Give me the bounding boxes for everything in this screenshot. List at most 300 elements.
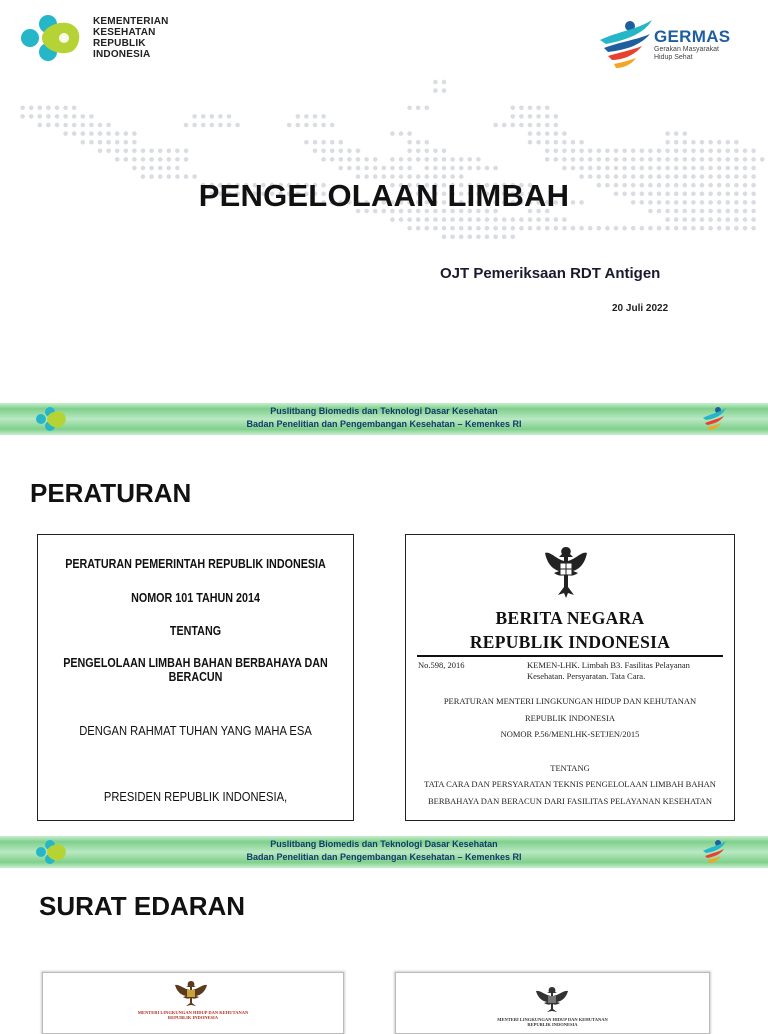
map-dot bbox=[63, 123, 68, 128]
slide-date: 20 Juli 2022 bbox=[612, 303, 669, 314]
map-dot bbox=[657, 226, 662, 231]
map-dot bbox=[674, 157, 679, 162]
doc-line: PERATURAN MENTERI LINGKUNGAN HIDUP DAN KEHUTANAN bbox=[443, 696, 697, 706]
doc-line: DENGAN RAHMAT TUHAN YANG MAHA ESA bbox=[79, 723, 312, 738]
map-dot bbox=[665, 226, 670, 231]
map-dot bbox=[201, 114, 206, 119]
map-dot bbox=[588, 149, 593, 154]
map-dot bbox=[631, 149, 636, 154]
map-dot bbox=[442, 149, 447, 154]
map-dot bbox=[683, 166, 688, 171]
map-dot bbox=[433, 157, 438, 162]
doc-line: BERBAHAYA DAN BERACUN DARI FASILITAS PELAYANAN KESEHATAN bbox=[427, 796, 713, 806]
map-dot bbox=[536, 114, 541, 119]
document-number: No.598, 2016 bbox=[418, 660, 465, 670]
map-dot bbox=[184, 123, 189, 128]
map-dot bbox=[545, 114, 550, 119]
map-dot bbox=[734, 217, 739, 222]
map-dot bbox=[433, 166, 438, 171]
map-dot bbox=[106, 131, 111, 136]
doc-line: PRESIDEN REPUBLIK INDONESIA, bbox=[103, 789, 288, 804]
map-dot bbox=[89, 140, 94, 145]
map-dot bbox=[407, 157, 412, 162]
map-dot bbox=[339, 166, 344, 171]
germas-title: GERMAS bbox=[654, 27, 731, 46]
map-dot bbox=[708, 217, 713, 222]
map-dot bbox=[141, 157, 146, 162]
map-dot bbox=[459, 217, 464, 222]
map-dot bbox=[554, 114, 559, 119]
map-dot bbox=[683, 226, 688, 231]
map-dot bbox=[158, 166, 163, 171]
map-dot bbox=[407, 226, 412, 231]
map-dot bbox=[167, 149, 172, 154]
map-dot bbox=[304, 114, 309, 119]
map-dot bbox=[614, 166, 619, 171]
map-dot bbox=[614, 226, 619, 231]
map-dot bbox=[459, 166, 464, 171]
map-dot bbox=[648, 157, 653, 162]
map-dot bbox=[373, 166, 378, 171]
map-dot bbox=[98, 123, 103, 128]
map-dot bbox=[313, 149, 318, 154]
map-dot bbox=[459, 235, 464, 240]
map-dot bbox=[442, 226, 447, 231]
map-dot bbox=[528, 114, 533, 119]
map-dot bbox=[545, 157, 550, 162]
surat-edaran-document-left bbox=[42, 972, 344, 1034]
map-dot bbox=[450, 166, 455, 171]
map-dot bbox=[657, 157, 662, 162]
map-dot bbox=[89, 123, 94, 128]
paper-line: MENTERI LINGKUNGAN HIDUP DAN KEHUTANAN bbox=[497, 1017, 608, 1022]
map-dot bbox=[579, 157, 584, 162]
paper-line: REPUBLIK INDONESIA bbox=[527, 1022, 578, 1027]
map-dot bbox=[227, 123, 232, 128]
map-dot bbox=[115, 140, 120, 145]
map-dot bbox=[743, 217, 748, 222]
map-dot bbox=[115, 131, 120, 136]
map-dot bbox=[106, 140, 111, 145]
map-dot bbox=[416, 157, 421, 162]
map-dot bbox=[674, 149, 679, 154]
map-dot bbox=[640, 226, 645, 231]
map-dot bbox=[648, 149, 653, 154]
map-dot bbox=[622, 157, 627, 162]
map-dot bbox=[399, 166, 404, 171]
map-dot bbox=[554, 140, 559, 145]
map-dot bbox=[63, 131, 68, 136]
banner-line-2: Badan Penelitian dan Pengembangan Kesehatan – Kemenkes RI bbox=[246, 419, 522, 429]
map-dot bbox=[519, 114, 524, 119]
map-dot bbox=[124, 157, 129, 162]
map-dot bbox=[717, 217, 722, 222]
map-dot bbox=[141, 149, 146, 154]
map-dot bbox=[683, 217, 688, 222]
map-dot bbox=[614, 157, 619, 162]
map-dot bbox=[433, 217, 438, 222]
map-dot bbox=[657, 149, 662, 154]
map-dot bbox=[55, 106, 60, 111]
map-dot bbox=[657, 166, 662, 171]
map-dot bbox=[528, 123, 533, 128]
map-dot bbox=[468, 235, 473, 240]
map-dot bbox=[407, 106, 412, 111]
map-dot bbox=[184, 149, 189, 154]
map-dot bbox=[425, 140, 430, 145]
map-dot bbox=[511, 106, 516, 111]
map-dot bbox=[519, 106, 524, 111]
map-dot bbox=[700, 140, 705, 145]
map-dot bbox=[132, 149, 137, 154]
map-dot bbox=[321, 114, 326, 119]
map-dot bbox=[493, 235, 498, 240]
map-dot bbox=[442, 217, 447, 222]
map-dot bbox=[81, 131, 86, 136]
map-dot bbox=[407, 217, 412, 222]
map-dot bbox=[450, 217, 455, 222]
map-dot bbox=[691, 217, 696, 222]
map-dot bbox=[296, 114, 301, 119]
map-dot bbox=[55, 114, 60, 119]
map-dot bbox=[390, 217, 395, 222]
map-dot bbox=[511, 123, 516, 128]
map-dot bbox=[588, 226, 593, 231]
map-dot bbox=[717, 157, 722, 162]
germas-subtitle: Gerakan Masyarakat Hidup Sehat bbox=[654, 46, 719, 61]
map-dot bbox=[416, 149, 421, 154]
map-dot bbox=[468, 226, 473, 231]
map-dot bbox=[132, 131, 137, 136]
map-dot bbox=[149, 149, 154, 154]
map-dot bbox=[622, 166, 627, 171]
map-dot bbox=[201, 123, 206, 128]
map-dot bbox=[726, 157, 731, 162]
map-dot bbox=[132, 166, 137, 171]
slide-subtitle: OJT Pemeriksaan RDT Antigen bbox=[440, 265, 661, 282]
document-topic-2: Kesehatan. Persyaratan. Tata Cara. bbox=[527, 671, 646, 681]
berita-negara-subtitle: REPUBLIK INDONESIA bbox=[469, 632, 671, 652]
map-dot bbox=[356, 149, 361, 154]
map-dot bbox=[476, 235, 481, 240]
map-dot bbox=[81, 140, 86, 145]
map-dot bbox=[554, 149, 559, 154]
map-dot bbox=[72, 106, 77, 111]
map-dot bbox=[536, 106, 541, 111]
map-dot bbox=[227, 114, 232, 119]
map-dot bbox=[158, 149, 163, 154]
germas-small-logo-icon bbox=[700, 838, 730, 866]
map-dot bbox=[390, 131, 395, 136]
map-dot bbox=[665, 149, 670, 154]
map-dot bbox=[545, 149, 550, 154]
doc-line: TENTANG bbox=[550, 763, 590, 773]
map-dot bbox=[304, 123, 309, 128]
map-dot bbox=[631, 157, 636, 162]
map-dot bbox=[545, 131, 550, 136]
map-dot bbox=[528, 226, 533, 231]
map-dot bbox=[425, 217, 430, 222]
map-dot bbox=[597, 166, 602, 171]
map-dot bbox=[683, 131, 688, 136]
map-dot bbox=[536, 140, 541, 145]
map-dot bbox=[89, 131, 94, 136]
map-dot bbox=[425, 106, 430, 111]
map-dot bbox=[450, 226, 455, 231]
map-dot bbox=[571, 149, 576, 154]
map-dot bbox=[554, 123, 559, 128]
map-dot bbox=[442, 166, 447, 171]
map-dot bbox=[691, 157, 696, 162]
map-dot bbox=[330, 149, 335, 154]
map-dot bbox=[528, 140, 533, 145]
garuda-emblem-icon bbox=[171, 979, 211, 1007]
doc-line: PENGELOLAAN LIMBAH BAHAN BERBAHAYA DAN BERACUN bbox=[63, 656, 328, 684]
map-dot bbox=[106, 149, 111, 154]
map-dot bbox=[55, 123, 60, 128]
map-dot bbox=[399, 131, 404, 136]
map-dot bbox=[425, 166, 430, 171]
map-dot bbox=[726, 149, 731, 154]
map-dot bbox=[674, 131, 679, 136]
title-rule bbox=[417, 655, 723, 657]
map-dot bbox=[691, 166, 696, 171]
map-dot bbox=[218, 114, 223, 119]
map-dot bbox=[528, 106, 533, 111]
map-dot bbox=[356, 157, 361, 162]
map-dot bbox=[511, 235, 516, 240]
berita-negara-document bbox=[405, 534, 735, 821]
map-dot bbox=[528, 131, 533, 136]
map-dot bbox=[330, 157, 335, 162]
map-dot bbox=[751, 226, 756, 231]
map-dot bbox=[554, 157, 559, 162]
map-dot bbox=[545, 140, 550, 145]
map-dot bbox=[683, 140, 688, 145]
map-dot bbox=[373, 157, 378, 162]
map-dot bbox=[356, 166, 361, 171]
map-dot bbox=[399, 157, 404, 162]
map-dot bbox=[665, 131, 670, 136]
map-dot bbox=[442, 88, 447, 93]
map-dot bbox=[192, 123, 197, 128]
map-dot bbox=[115, 149, 120, 154]
map-dot bbox=[184, 157, 189, 162]
map-dot bbox=[734, 149, 739, 154]
map-dot bbox=[640, 166, 645, 171]
map-dot bbox=[321, 149, 326, 154]
map-dot bbox=[124, 140, 129, 145]
doc-line: TATA CARA DAN PERSYARATAN TEKNIS PENGELOLAAN LIMBAH BAHAN bbox=[424, 779, 716, 789]
map-dot bbox=[167, 166, 172, 171]
map-dot bbox=[708, 140, 713, 145]
map-dot bbox=[46, 123, 51, 128]
map-dot bbox=[407, 140, 412, 145]
map-dot bbox=[726, 226, 731, 231]
map-dot bbox=[554, 217, 559, 222]
map-dot bbox=[691, 149, 696, 154]
map-dot bbox=[554, 226, 559, 231]
map-dot bbox=[493, 226, 498, 231]
map-dot bbox=[450, 235, 455, 240]
map-dot bbox=[597, 149, 602, 154]
map-dot bbox=[502, 235, 507, 240]
map-dot bbox=[72, 123, 77, 128]
map-dot bbox=[511, 226, 516, 231]
map-dot bbox=[450, 157, 455, 162]
map-dot bbox=[554, 131, 559, 136]
map-dot bbox=[390, 166, 395, 171]
map-dot bbox=[476, 157, 481, 162]
map-dot bbox=[511, 114, 516, 119]
map-dot bbox=[476, 226, 481, 231]
map-dot bbox=[416, 140, 421, 145]
map-dot bbox=[545, 226, 550, 231]
map-dot bbox=[717, 166, 722, 171]
map-dot bbox=[72, 114, 77, 119]
map-dot bbox=[235, 123, 240, 128]
map-dot bbox=[416, 217, 421, 222]
map-dot bbox=[106, 123, 111, 128]
map-dot bbox=[38, 123, 43, 128]
map-dot bbox=[597, 226, 602, 231]
map-dot bbox=[717, 226, 722, 231]
map-dot bbox=[545, 123, 550, 128]
map-dot bbox=[81, 123, 86, 128]
map-dot bbox=[579, 166, 584, 171]
map-dot bbox=[399, 217, 404, 222]
map-dot bbox=[588, 157, 593, 162]
map-dot bbox=[132, 140, 137, 145]
doc-line: NOMOR 101 TAHUN 2014 bbox=[131, 591, 260, 605]
map-dot bbox=[726, 140, 731, 145]
map-dot bbox=[562, 217, 567, 222]
map-dot bbox=[536, 217, 541, 222]
map-dot bbox=[622, 149, 627, 154]
map-dot bbox=[700, 217, 705, 222]
map-dot bbox=[46, 114, 51, 119]
section-heading-surat-edaran: SURAT EDARAN bbox=[39, 891, 246, 921]
map-dot bbox=[717, 149, 722, 154]
map-dot bbox=[674, 140, 679, 145]
map-dot bbox=[493, 166, 498, 171]
map-dot bbox=[631, 226, 636, 231]
map-dot bbox=[545, 217, 550, 222]
map-dot bbox=[493, 217, 498, 222]
map-dot bbox=[425, 226, 430, 231]
doc-line: REPUBLIK INDONESIA bbox=[525, 713, 615, 723]
garuda-emblem-icon bbox=[532, 985, 572, 1013]
map-dot bbox=[579, 226, 584, 231]
map-dot bbox=[519, 217, 524, 222]
map-dot bbox=[382, 166, 387, 171]
map-dot bbox=[98, 149, 103, 154]
map-dot bbox=[124, 131, 129, 136]
berita-negara-title: BERITA NEGARA bbox=[495, 608, 645, 628]
map-dot bbox=[579, 140, 584, 145]
map-dot bbox=[416, 106, 421, 111]
map-dot bbox=[734, 140, 739, 145]
doc-line: PERATURAN PEMERINTAH REPUBLIK INDONESIA bbox=[65, 557, 326, 571]
map-dot bbox=[588, 166, 593, 171]
map-dot bbox=[734, 166, 739, 171]
pp-101-2014-document bbox=[37, 534, 354, 821]
map-dot bbox=[339, 149, 344, 154]
surat-edaran-document-right bbox=[395, 972, 710, 1034]
map-dot bbox=[476, 166, 481, 171]
map-dot bbox=[674, 226, 679, 231]
map-dot bbox=[571, 166, 576, 171]
map-dot bbox=[63, 114, 68, 119]
map-dot bbox=[545, 106, 550, 111]
map-dot bbox=[700, 226, 705, 231]
map-dot bbox=[571, 140, 576, 145]
map-dot bbox=[485, 235, 490, 240]
indonesia-dot-map bbox=[0, 70, 768, 270]
map-dot bbox=[433, 88, 438, 93]
map-dot bbox=[562, 166, 567, 171]
map-dot bbox=[536, 131, 541, 136]
map-dot bbox=[562, 226, 567, 231]
footer-banner bbox=[0, 403, 768, 435]
map-dot bbox=[502, 123, 507, 128]
map-dot bbox=[708, 149, 713, 154]
section-heading-peraturan: PERATURAN bbox=[30, 478, 192, 508]
map-dot bbox=[605, 226, 610, 231]
document-topic-1: KEMEN-LHK. Limbah B3. Fasilitas Pelayanan bbox=[527, 660, 690, 670]
map-dot bbox=[364, 157, 369, 162]
banner-line-1: Puslitbang Biomedis dan Teknologi Dasar Kesehatan bbox=[270, 839, 498, 849]
germas-small-logo-icon bbox=[700, 405, 730, 433]
map-dot bbox=[98, 131, 103, 136]
map-dot bbox=[407, 166, 412, 171]
map-dot bbox=[605, 157, 610, 162]
map-dot bbox=[734, 226, 739, 231]
map-dot bbox=[743, 157, 748, 162]
map-dot bbox=[700, 166, 705, 171]
map-dot bbox=[708, 166, 713, 171]
map-dot bbox=[124, 149, 129, 154]
map-dot bbox=[149, 157, 154, 162]
map-dot bbox=[158, 157, 163, 162]
map-dot bbox=[562, 140, 567, 145]
map-dot bbox=[683, 149, 688, 154]
map-dot bbox=[313, 123, 318, 128]
map-dot bbox=[485, 217, 490, 222]
map-dot bbox=[29, 114, 34, 119]
map-dot bbox=[468, 217, 473, 222]
map-dot bbox=[167, 157, 172, 162]
map-dot bbox=[648, 226, 653, 231]
map-dot bbox=[72, 131, 77, 136]
map-dot bbox=[519, 226, 524, 231]
map-dot bbox=[708, 226, 713, 231]
map-dot bbox=[605, 149, 610, 154]
map-dot bbox=[89, 114, 94, 119]
map-dot bbox=[347, 157, 352, 162]
banner-line-1: Puslitbang Biomedis dan Teknologi Dasar Kesehatan bbox=[270, 406, 498, 416]
map-dot bbox=[149, 166, 154, 171]
map-dot bbox=[339, 140, 344, 145]
paper-line: REPUBLIK INDONESIA bbox=[167, 1015, 219, 1020]
map-dot bbox=[665, 157, 670, 162]
map-dot bbox=[459, 226, 464, 231]
map-dot bbox=[38, 114, 43, 119]
map-dot bbox=[330, 140, 335, 145]
map-dot bbox=[751, 157, 756, 162]
garuda-emblem-icon bbox=[542, 543, 590, 601]
map-dot bbox=[502, 217, 507, 222]
